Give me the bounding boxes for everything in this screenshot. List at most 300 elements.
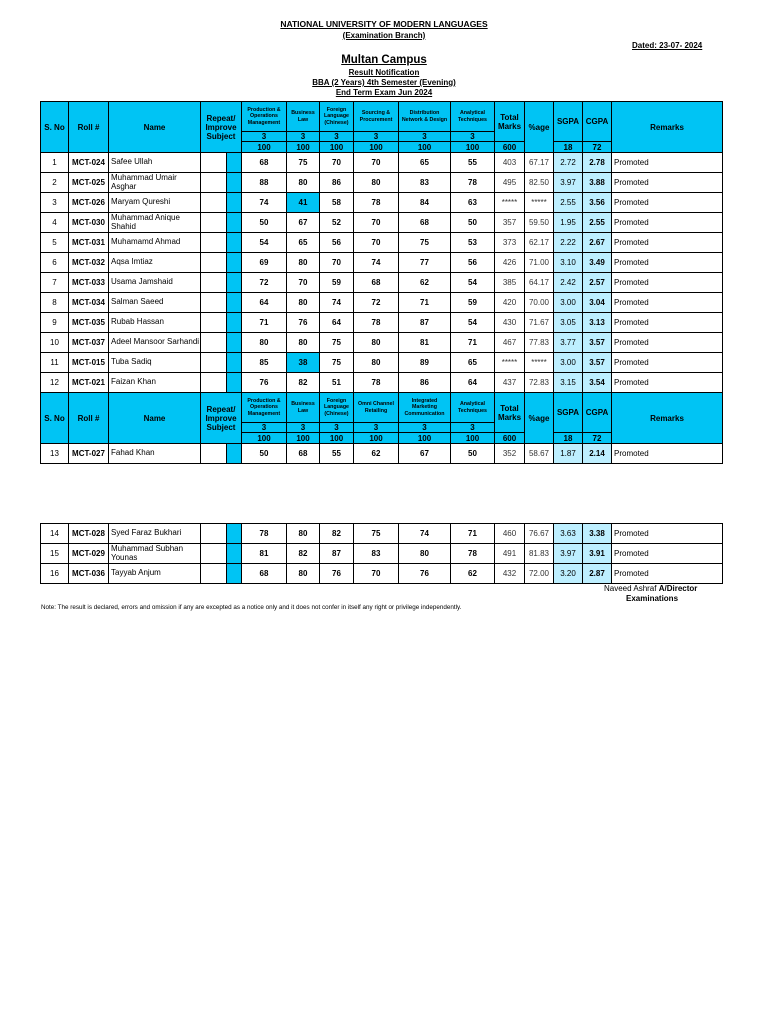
roll-cell: MCT-031 (69, 233, 109, 253)
marks-cell: 65 (399, 153, 451, 173)
marks-cell: 80 (287, 173, 320, 193)
subject-credits: 3 (287, 132, 320, 142)
marks-cell: 65 (451, 353, 495, 373)
sgpa-credits: 18 (554, 433, 583, 444)
table-body (41, 524, 723, 584)
name-cell: Rubab Hassan (109, 313, 201, 333)
sgpa-cell: 1.87 (554, 444, 583, 464)
subject-max-marks: 100 (399, 142, 451, 153)
remarks-cell: Promoted (612, 153, 723, 173)
marks-cell: 84 (399, 193, 451, 213)
subject-credits: 3 (242, 423, 287, 433)
table-row (41, 253, 723, 273)
remarks-cell: Promoted (612, 564, 723, 584)
repeat-cell (201, 253, 227, 273)
pct-cell: 71.00 (525, 253, 554, 273)
cgpa-cell: 3.91 (583, 544, 612, 564)
table-row (41, 564, 723, 584)
repeat-cell (201, 153, 227, 173)
improve-cell (227, 564, 242, 584)
marks-cell: 54 (451, 313, 495, 333)
subject-credits: 3 (451, 132, 495, 142)
roll-cell: MCT-037 (69, 333, 109, 353)
serial-cell: 10 (41, 333, 69, 353)
subject-header: Business Law (287, 393, 320, 423)
table-row (41, 333, 723, 353)
table-body (41, 444, 723, 464)
marks-cell: 85 (242, 353, 287, 373)
repeat-cell (201, 173, 227, 193)
pct-cell: 82.50 (525, 173, 554, 193)
repeat-cell (201, 564, 227, 584)
cgpa-cell: 2.55 (583, 213, 612, 233)
improve-cell (227, 193, 242, 213)
improve-cell (227, 524, 242, 544)
cgpa-cell: 3.88 (583, 173, 612, 193)
subject-credits: 3 (399, 423, 451, 433)
marks-cell: 74 (320, 293, 354, 313)
improve-cell (227, 444, 242, 464)
remarks-cell: Promoted (612, 173, 723, 193)
marks-cell: 68 (287, 444, 320, 464)
total-cell: 403 (495, 153, 525, 173)
marks-cell: 76 (287, 313, 320, 333)
result-table-continued (40, 523, 723, 584)
marks-cell: 71 (451, 524, 495, 544)
pct-cell: 71.67 (525, 313, 554, 333)
marks-cell: 69 (242, 253, 287, 273)
remarks-cell: Promoted (612, 333, 723, 353)
cgpa-credits: 72 (583, 433, 612, 444)
table-row (41, 173, 723, 193)
repeat-cell (201, 273, 227, 293)
subject-max-marks: 100 (242, 142, 287, 153)
cgpa-cell: 3.56 (583, 193, 612, 213)
marks-cell: 80 (354, 333, 399, 353)
marks-cell: 78 (354, 313, 399, 333)
marks-cell: 50 (242, 213, 287, 233)
table-row (41, 153, 723, 173)
repeat-cell (201, 313, 227, 333)
sgpa-cell: 3.00 (554, 293, 583, 313)
remarks-cell: Promoted (612, 193, 723, 213)
pct-cell: 76.67 (525, 524, 554, 544)
subject-header: Foreign Language (Chinese) (320, 102, 354, 132)
repeat-cell (201, 333, 227, 353)
roll-cell: MCT-033 (69, 273, 109, 293)
marks-cell: 86 (320, 173, 354, 193)
header-row (41, 393, 723, 423)
subject-credits: 3 (287, 423, 320, 433)
pct-cell: 81.83 (525, 544, 554, 564)
table-row (41, 273, 723, 293)
marks-cell: 55 (320, 444, 354, 464)
remarks-header: Remarks (612, 393, 723, 444)
total-cell: 373 (495, 233, 525, 253)
table-body (41, 153, 723, 393)
name-cell: Fahad Khan (109, 444, 201, 464)
subject-credits: 3 (242, 132, 287, 142)
total-cell: 357 (495, 213, 525, 233)
marks-cell: 80 (399, 544, 451, 564)
marks-cell: 78 (451, 173, 495, 193)
name-cell: Adeel Mansoor Sarhandi (109, 333, 201, 353)
subject-max-marks: 100 (451, 433, 495, 444)
marks-cell: 80 (287, 524, 320, 544)
improve-cell (227, 253, 242, 273)
marks-cell: 50 (451, 213, 495, 233)
roll-header: Roll # (69, 102, 109, 153)
pct-header: %age (525, 102, 554, 153)
roll-cell: MCT-029 (69, 544, 109, 564)
table-row (41, 313, 723, 333)
header-block (41, 102, 723, 153)
marks-cell: 89 (399, 353, 451, 373)
marks-cell: 68 (399, 213, 451, 233)
marks-cell: 82 (320, 524, 354, 544)
marks-cell: 72 (354, 293, 399, 313)
total-cell: 430 (495, 313, 525, 333)
serial-cell: 16 (41, 564, 69, 584)
subject-header: Omni Channel Retailing (354, 393, 399, 423)
marks-cell: 62 (451, 564, 495, 584)
table-row (41, 293, 723, 313)
subject-header: Integrated Marketing Communication (399, 393, 451, 423)
cgpa-cell: 3.57 (583, 353, 612, 373)
marks-cell: 88 (242, 173, 287, 193)
subject-max-marks: 100 (287, 433, 320, 444)
marks-cell: 54 (451, 273, 495, 293)
university-title: NATIONAL UNIVERSITY OF MODERN LANGUAGES (280, 19, 488, 29)
cgpa-cell: 3.57 (583, 333, 612, 353)
marks-cell: 68 (242, 564, 287, 584)
header-row (41, 102, 723, 132)
total-cell: 495 (495, 173, 525, 193)
cgpa-header: CGPA (583, 393, 612, 433)
repeat-cell (201, 193, 227, 213)
sgpa-header: SGPA (554, 102, 583, 142)
roll-cell: MCT-015 (69, 353, 109, 373)
marks-cell: 76 (242, 373, 287, 393)
cgpa-cell: 2.78 (583, 153, 612, 173)
signature-line (604, 584, 697, 593)
roll-cell: MCT-030 (69, 213, 109, 233)
marks-cell: 50 (242, 444, 287, 464)
marks-cell: 53 (451, 233, 495, 253)
cgpa-cell: 2.14 (583, 444, 612, 464)
improve-cell (227, 373, 242, 393)
total-cell: ***** (495, 193, 525, 213)
improve-cell (227, 233, 242, 253)
roll-cell: MCT-026 (69, 193, 109, 213)
sgpa-cell: 3.97 (554, 544, 583, 564)
sgpa-credits: 18 (554, 142, 583, 153)
pct-cell: ***** (525, 353, 554, 373)
marks-cell: 83 (399, 173, 451, 193)
subject-max-marks: 100 (320, 433, 354, 444)
sno-header: S. No (41, 393, 69, 444)
marks-cell: 74 (399, 524, 451, 544)
sgpa-cell: 1.95 (554, 213, 583, 233)
table-row (41, 444, 723, 464)
name-cell: Syed Faraz Bukhari (109, 524, 201, 544)
sgpa-cell: 3.20 (554, 564, 583, 584)
roll-cell: MCT-035 (69, 313, 109, 333)
name-cell: Salman Saeed (109, 293, 201, 313)
sgpa-cell: 2.72 (554, 153, 583, 173)
remarks-cell: Promoted (612, 273, 723, 293)
marks-cell: 59 (451, 293, 495, 313)
improve-cell (227, 333, 242, 353)
name-header: Name (109, 102, 201, 153)
improve-cell (227, 213, 242, 233)
pct-cell: 77.83 (525, 333, 554, 353)
sgpa-cell: 3.63 (554, 524, 583, 544)
total-cell: 352 (495, 444, 525, 464)
serial-cell: 15 (41, 544, 69, 564)
subject-max-marks: 100 (451, 142, 495, 153)
marks-cell: 71 (451, 333, 495, 353)
improve-cell (227, 353, 242, 373)
marks-cell: 72 (242, 273, 287, 293)
pct-cell: 58.67 (525, 444, 554, 464)
marks-cell: 81 (242, 544, 287, 564)
roll-cell: MCT-036 (69, 564, 109, 584)
repeat-cell (201, 524, 227, 544)
marks-cell: 71 (242, 313, 287, 333)
table-row (41, 544, 723, 564)
marks-cell: 71 (399, 293, 451, 313)
marks-cell: 68 (354, 273, 399, 293)
serial-cell: 6 (41, 253, 69, 273)
cgpa-cell: 3.54 (583, 373, 612, 393)
repeat-cell (201, 293, 227, 313)
sgpa-cell: 3.77 (554, 333, 583, 353)
marks-cell: 56 (320, 233, 354, 253)
sgpa-cell: 2.55 (554, 193, 583, 213)
improve-cell (227, 153, 242, 173)
marks-cell: 74 (242, 193, 287, 213)
total-max-marks: 600 (495, 433, 525, 444)
subject-max-marks: 100 (320, 142, 354, 153)
serial-cell: 12 (41, 373, 69, 393)
repeat-cell (201, 544, 227, 564)
marks-cell: 80 (287, 253, 320, 273)
cgpa-cell: 3.38 (583, 524, 612, 544)
marks-cell: 82 (287, 373, 320, 393)
subject-credits: 3 (320, 132, 354, 142)
subject-max-marks: 100 (399, 433, 451, 444)
marks-cell: 70 (287, 273, 320, 293)
total-cell: 385 (495, 273, 525, 293)
marks-cell: 83 (354, 544, 399, 564)
marks-cell: 41 (287, 193, 320, 213)
sgpa-cell: 2.22 (554, 233, 583, 253)
serial-cell: 11 (41, 353, 69, 373)
subject-max-marks: 100 (287, 142, 320, 153)
marks-cell: 80 (287, 293, 320, 313)
marks-cell: 64 (451, 373, 495, 393)
roll-cell: MCT-025 (69, 173, 109, 193)
repeat-cell (201, 373, 227, 393)
marks-cell: 67 (287, 213, 320, 233)
marks-cell: 70 (354, 564, 399, 584)
marks-cell: 52 (320, 213, 354, 233)
remarks-cell: Promoted (612, 373, 723, 393)
remarks-cell: Promoted (612, 313, 723, 333)
pct-cell: ***** (525, 193, 554, 213)
name-cell: Maryam Qureshi (109, 193, 201, 213)
subject-credits: 3 (399, 132, 451, 142)
marks-cell: 78 (451, 544, 495, 564)
marks-cell: 75 (354, 524, 399, 544)
table-row (41, 373, 723, 393)
marks-cell: 65 (287, 233, 320, 253)
total-max-marks: 600 (495, 142, 525, 153)
marks-cell: 80 (242, 333, 287, 353)
sgpa-cell: 3.15 (554, 373, 583, 393)
total-cell: 467 (495, 333, 525, 353)
roll-cell: MCT-032 (69, 253, 109, 273)
result-table-main (40, 101, 723, 464)
sgpa-header: SGPA (554, 393, 583, 433)
sgpa-cell: 3.97 (554, 173, 583, 193)
serial-cell: 3 (41, 193, 69, 213)
total-cell: 437 (495, 373, 525, 393)
pct-header: %age (525, 393, 554, 444)
marks-cell: 75 (399, 233, 451, 253)
remarks-cell: Promoted (612, 353, 723, 373)
marks-cell: 78 (242, 524, 287, 544)
sgpa-cell: 3.10 (554, 253, 583, 273)
marks-cell: 59 (320, 273, 354, 293)
pct-cell: 67.17 (525, 153, 554, 173)
marks-cell: 62 (354, 444, 399, 464)
sno-header: S. No (41, 102, 69, 153)
pct-cell: 64.17 (525, 273, 554, 293)
serial-cell: 5 (41, 233, 69, 253)
exam-title: End Term Exam Jun 2024 (335, 88, 433, 97)
pct-cell: 59.50 (525, 213, 554, 233)
remarks-cell: Promoted (612, 233, 723, 253)
serial-cell: 14 (41, 524, 69, 544)
pct-cell: 62.17 (525, 233, 554, 253)
serial-cell: 7 (41, 273, 69, 293)
improve-cell (227, 293, 242, 313)
marks-cell: 80 (287, 333, 320, 353)
name-cell: Muhammad Anique Shahid (109, 213, 201, 233)
repeat-cell (201, 353, 227, 373)
repeat-header: Repeat/ Improve Subject (201, 102, 242, 153)
name-cell: Muhammad Subhan Younas (109, 544, 201, 564)
subject-credits: 3 (354, 132, 399, 142)
sgpa-cell: 2.42 (554, 273, 583, 293)
signatory-name: Naveed Ashraf (604, 584, 657, 593)
remarks-cell: Promoted (612, 213, 723, 233)
total-header: Total Marks (495, 393, 525, 433)
marks-cell: 75 (287, 153, 320, 173)
cgpa-cell: 2.67 (583, 233, 612, 253)
subject-max-marks: 100 (354, 142, 399, 153)
sgpa-cell: 3.05 (554, 313, 583, 333)
improve-cell (227, 313, 242, 333)
marks-cell: 78 (354, 193, 399, 213)
pct-cell: 72.00 (525, 564, 554, 584)
marks-cell: 64 (320, 313, 354, 333)
marks-cell: 70 (354, 213, 399, 233)
signatory-title: A/Director (658, 584, 698, 593)
table-row (41, 193, 723, 213)
marks-cell: 50 (451, 444, 495, 464)
marks-cell: 56 (451, 253, 495, 273)
improve-cell (227, 544, 242, 564)
name-cell: Safee Ullah (109, 153, 201, 173)
subject-header: Business Law (287, 102, 320, 132)
roll-header: Roll # (69, 393, 109, 444)
cgpa-credits: 72 (583, 142, 612, 153)
name-cell: Usama Jamshaid (109, 273, 201, 293)
marks-cell: 76 (399, 564, 451, 584)
cgpa-header: CGPA (583, 102, 612, 142)
marks-cell: 75 (320, 333, 354, 353)
serial-cell: 8 (41, 293, 69, 313)
total-cell: 432 (495, 564, 525, 584)
repeat-header: Repeat/ Improve Subject (201, 393, 242, 444)
serial-cell: 1 (41, 153, 69, 173)
name-cell: Aqsa Imtiaz (109, 253, 201, 273)
remarks-header: Remarks (612, 102, 723, 153)
subject-credits: 3 (451, 423, 495, 433)
cgpa-cell: 3.49 (583, 253, 612, 273)
roll-cell: MCT-028 (69, 524, 109, 544)
branch-title: (Examination Branch) (342, 31, 426, 40)
total-cell: 491 (495, 544, 525, 564)
cgpa-cell: 2.57 (583, 273, 612, 293)
repeat-cell (201, 444, 227, 464)
marks-cell: 80 (287, 564, 320, 584)
repeat-cell (201, 233, 227, 253)
marks-cell: 74 (354, 253, 399, 273)
header-block (41, 393, 723, 444)
improve-cell (227, 173, 242, 193)
remarks-cell: Promoted (612, 544, 723, 564)
pct-cell: 72.83 (525, 373, 554, 393)
total-cell: 420 (495, 293, 525, 313)
subject-header: Production & Operations Management (242, 393, 287, 423)
subject-header: Analytical Techniques (451, 102, 495, 132)
roll-cell: MCT-027 (69, 444, 109, 464)
marks-cell: 70 (320, 253, 354, 273)
cgpa-cell: 3.13 (583, 313, 612, 333)
table-row (41, 524, 723, 544)
marks-cell: 55 (451, 153, 495, 173)
cgpa-cell: 2.87 (583, 564, 612, 584)
serial-cell: 13 (41, 444, 69, 464)
subject-max-marks: 100 (354, 433, 399, 444)
marks-cell: 81 (399, 333, 451, 353)
subject-max-marks: 100 (242, 433, 287, 444)
subject-header: Foreign Language (Chinese) (320, 393, 354, 423)
marks-cell: 87 (320, 544, 354, 564)
sgpa-cell: 3.00 (554, 353, 583, 373)
marks-cell: 58 (320, 193, 354, 213)
name-cell: Tayyab Anjum (109, 564, 201, 584)
notification-title: Result Notification (348, 68, 420, 77)
marks-cell: 51 (320, 373, 354, 393)
subject-header: Production & Operations Management (242, 102, 287, 132)
marks-cell: 76 (320, 564, 354, 584)
name-cell: Muhammad Umair Asghar (109, 173, 201, 193)
